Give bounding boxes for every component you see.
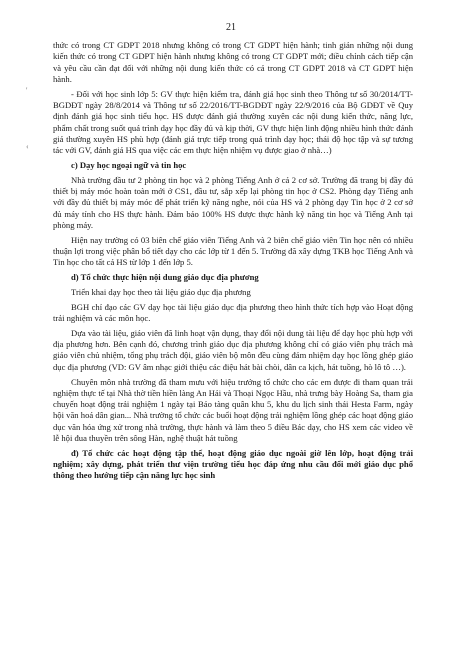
paragraph-teachers: Hiện nay trường có 03 biên chế giáo viên Tiếng Anh và 2 biên chế giáo viên Tin học nên có nhiều thuận lợi trong việc phân bổ tiết dạy cho các lớp từ 1 đến 5. Trường đã xây dựng TKB học Tiếng Anh và Tin học cho tất cả HS từ lớp 1 đến lớp 5. bbox=[53, 234, 413, 268]
paragraph-curriculum: thức có trong CT GDPT 2018 nhưng không có trong CT GDPT hiện hành; tinh giản những nội dung kiến thức có trong CT GDPT hiện hành nhưng không có trong CT GDPT mới; điều chỉnh cách tiếp cận và yêu cầu cần đạt đối với những nội dung kiến thức có cả trong CT GDPT 2018 và CT GDPT hiện hành. bbox=[53, 40, 413, 84]
document-body bbox=[53, 40, 413, 485]
paragraph-computer-rooms: Nhà trường đầu tư 2 phòng tin học và 2 phòng Tiếng Anh ở cả 2 cơ sở. Trường đã trang bị đầy đủ thiết bị máy móc hoàn toàn mới ở CS1, đầu tư, sắp xếp lại phòng tin học ở CS2. Phòng dạy Tiếng anh với đầy đủ thiết bị máy móc để phát triển kỹ năng nghe, nói của HS và 2 phòng dạy Tin học ở 2 cơ sở đủ máy tính cho HS thực hành. Đảm bảo 100% HS được thực hành kỹ năng tin học và Tiếng Anh tại phòng máy. bbox=[53, 174, 413, 230]
margin-mark: ' bbox=[26, 86, 28, 95]
paragraph-field-trips: Chuyên môn nhà trường đã tham mưu với hiệu trưởng tổ chức cho các em được đi tham quan trải nghiệm thực tế tại Nhà thờ tiền hiền làng An Hải và Thoại Ngọc Hầu, nhà trưng bày Hoàng Sa, tham gia chuyến hoạt động trải nghiệm 1 ngày tại Bảo tàng quân khu 5, khu du lịch sinh thái Hesta Farm, ngày hội văn hoá dân gian... Nhà trường tổ chức các buổi hoạt động trải nghiệm lồng ghép các hoạt động giáo dục văn hóa ứng xử trong nhà trường, thực hành và làm theo 5 điều Bác dạy, cho HS xem các video về lễ hội đua thuyền trên sông Hàn, nghệ thuật hát tuồng bbox=[53, 376, 413, 443]
paragraph-bgh: BGH chỉ đạo các GV dạy học tài liệu giáo dục địa phương theo hình thức tích hợp vào Hoạt động trải nghiệm và các môn học. bbox=[53, 301, 413, 324]
paragraph-deploy: Triển khai dạy học theo tài liệu giáo dục địa phương bbox=[71, 286, 251, 297]
heading-language-it: c) Dạy học ngoại ngữ và tin học bbox=[71, 159, 187, 170]
margin-mark: ‹ bbox=[26, 142, 29, 151]
paragraph-grade5-assessment: - Đối với học sinh lớp 5: GV thực hiện kiểm tra, đánh giá học sinh theo Thông tư số 30/2014/TT-BGDĐT ngày 28/8/2014 và Thông tư số 22/2016/TT-BGDĐT ngày 22/9/2016 của Bộ GDĐT về Quy định đánh giá học sinh tiểu học. HS được đánh giá thường xuyên các nội dung kiến thức, năng lực, phẩm chất trong suốt quá trình dạy học đầy đủ và kịp thời, GV thực hiện linh động nhiều hình thức đánh giá thường xuyên HS phù hợp (đánh giá trực tiếp trong quá trình dạy học; thái độ học tập và sự tương tác với GV, đánh giá HS qua việc các em thực hiện nhiệm vụ được giao ở nhà…) bbox=[53, 88, 413, 156]
paragraph-materials: Dựa vào tài liệu, giáo viên đã linh hoạt vận dụng, thay đổi nội dung tài liệu để dạy học phù hợp với địa phương hơn. Bên cạnh đó, chương trình giáo dục địa phương không chỉ có giáo viên phụ trách mà giáo viên chủ nhiệm, tổng phụ trách đội, giáo viên bộ môn đều cùng đảm nhiệm dạy học lồng ghép giáo dục địa phương (VD: GV âm nhạc giới thiệu các điệu hát bài chòi, dân ca kịch, hát tuồng, hò lô tô …). bbox=[53, 327, 413, 372]
heading-activities: đ) Tổ chức các hoạt động tập thể, hoạt động giáo dục ngoài giờ lên lớp, hoạt động trải nghiệm; xây dựng, phát triển thư viện trường tiểu học đáp ứng nhu cầu đổi mới giáo dục phổ thông theo hướng tiếp cận năng lực học sinh bbox=[53, 447, 413, 481]
heading-local-education: d) Tổ chức thực hiện nội dung giáo dục địa phương bbox=[71, 272, 259, 283]
page-number: 21 bbox=[226, 22, 236, 33]
